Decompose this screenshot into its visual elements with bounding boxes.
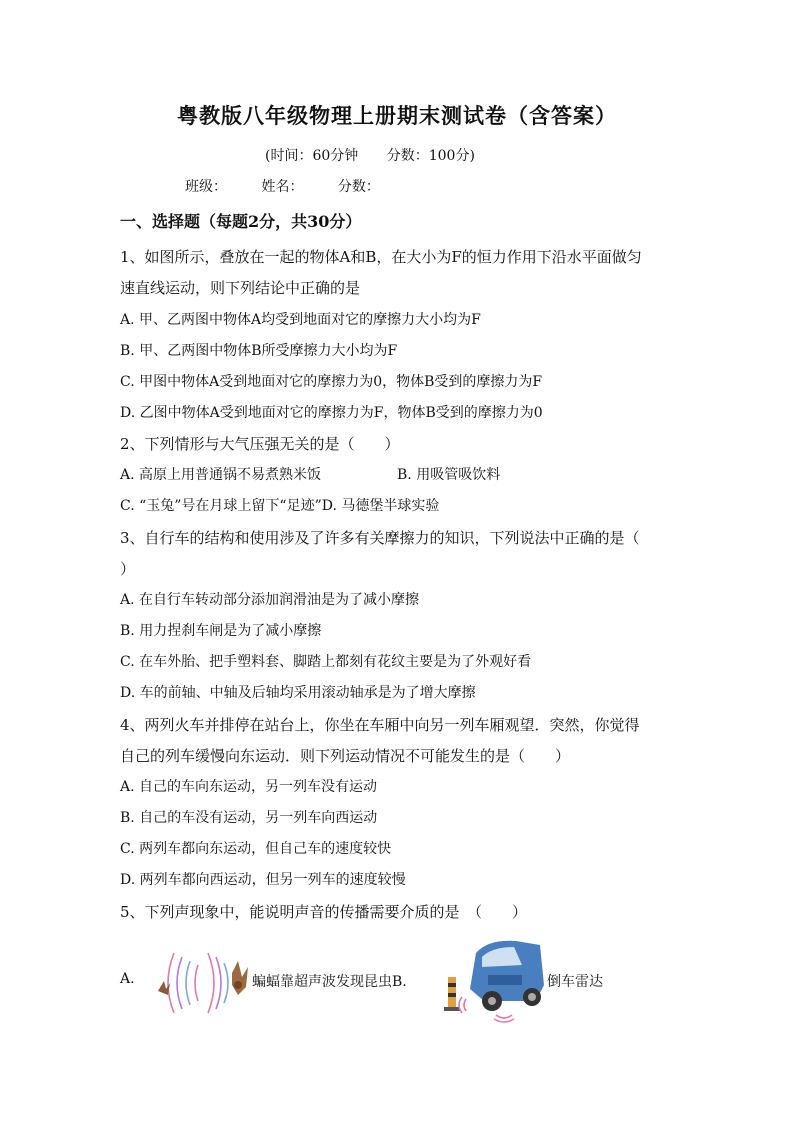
q1-line2: 速直线运动，则下列结论中正确的是 xyxy=(120,279,361,297)
q5-option-b-text: 倒车雷达 xyxy=(547,974,603,990)
score-label: 分数： xyxy=(337,179,380,195)
q2-option-a: A. 高原上用普通锅不易煮熟米饭 xyxy=(120,467,322,483)
q5-line1: 5、下列声现象中，能说明声音的传播需要介质的是 （ ） xyxy=(120,903,528,921)
page-title: 粤教版八年级物理上册期末测试卷（含答案） xyxy=(177,103,617,128)
q3-option-b: B. 用力捏刹车闸是为了减小摩擦 xyxy=(120,623,322,639)
q1-option-d: D. 乙图中物体A受到地面对它的摩擦力为F，物体B受到的摩擦力为0 xyxy=(120,405,543,421)
q3-line2: ） xyxy=(120,560,136,578)
time-info: (时间：60分钟 xyxy=(265,148,359,164)
q5-option-a-text: 蝙蝠靠超声波发现昆虫B. xyxy=(252,974,407,990)
q3-option-a: A. 在自行车转动部分添加润滑油是为了减小摩擦 xyxy=(120,592,420,608)
q2-option-cd: C. “玉兔”号在月球上留下“足迹”D. 马德堡半球实验 xyxy=(120,498,440,514)
score-info: 分数：100分) xyxy=(386,148,475,164)
class-label: 班级： xyxy=(185,179,227,195)
q3-option-d: D. 车的前轴、中轴及后轴均采用滚动轴承是为了增大摩擦 xyxy=(120,685,476,701)
q5-options-row xyxy=(120,935,680,1025)
q2-option-b: B. 用吸管吸饮料 xyxy=(397,467,501,483)
student-info xyxy=(185,176,410,196)
q5-option-a-label: A. xyxy=(120,971,135,987)
q3-line1: 3、自行车的结构和使用涉及了许多有关摩擦力的知识，下列说法中正确的是（ xyxy=(120,529,640,547)
q4-line1: 4、两列火车并排停在站台上，你坐在车厢中向另一列车厢观望．突然，你觉得 xyxy=(120,716,640,734)
q2-line1: 2、下列情形与大气压强无关的是（ ） xyxy=(120,435,400,453)
q4-option-c: C. 两列车都向东运动，但自己车的速度较快 xyxy=(120,841,392,857)
q1-option-c: C. 甲图中物体A受到地面对它的摩擦力为0，物体B受到的摩擦力为F xyxy=(120,374,543,390)
name-label: 姓名： xyxy=(261,179,304,195)
exam-info xyxy=(265,145,499,165)
q1-line1: 1、如图所示，叠放在一起的物体A和B，在大小为F的恒力作用下沿水平面做匀 xyxy=(120,248,642,266)
q4-option-d: D. 两列车都向西运动，但另一列车的速度较慢 xyxy=(120,872,406,888)
q4-option-a: A. 自己的车向东运动，另一列车没有运动 xyxy=(120,779,378,795)
q4-option-b: B. 自己的车没有运动，另一列车向西运动 xyxy=(120,810,378,826)
q4-line2: 自己的列车缓慢向东运动．则下列运动情况不可能发生的是（ ） xyxy=(120,747,571,765)
q3-option-c: C. 在车外胎、把手塑料套、脚踏上都刻有花纹主要是为了外观好看 xyxy=(120,654,532,670)
q1-option-b: B. 甲、乙两图中物体B所受摩擦力大小均为F xyxy=(120,343,398,359)
q1-option-a: A. 甲、乙两图中物体A均受到地面对它的摩擦力大小均为F xyxy=(120,312,481,328)
reverse-radar-car-image xyxy=(436,935,548,1023)
section-heading: 一、选择题（每题2分，共30分） xyxy=(120,212,362,231)
bat-ultrasound-image xyxy=(154,943,250,1023)
